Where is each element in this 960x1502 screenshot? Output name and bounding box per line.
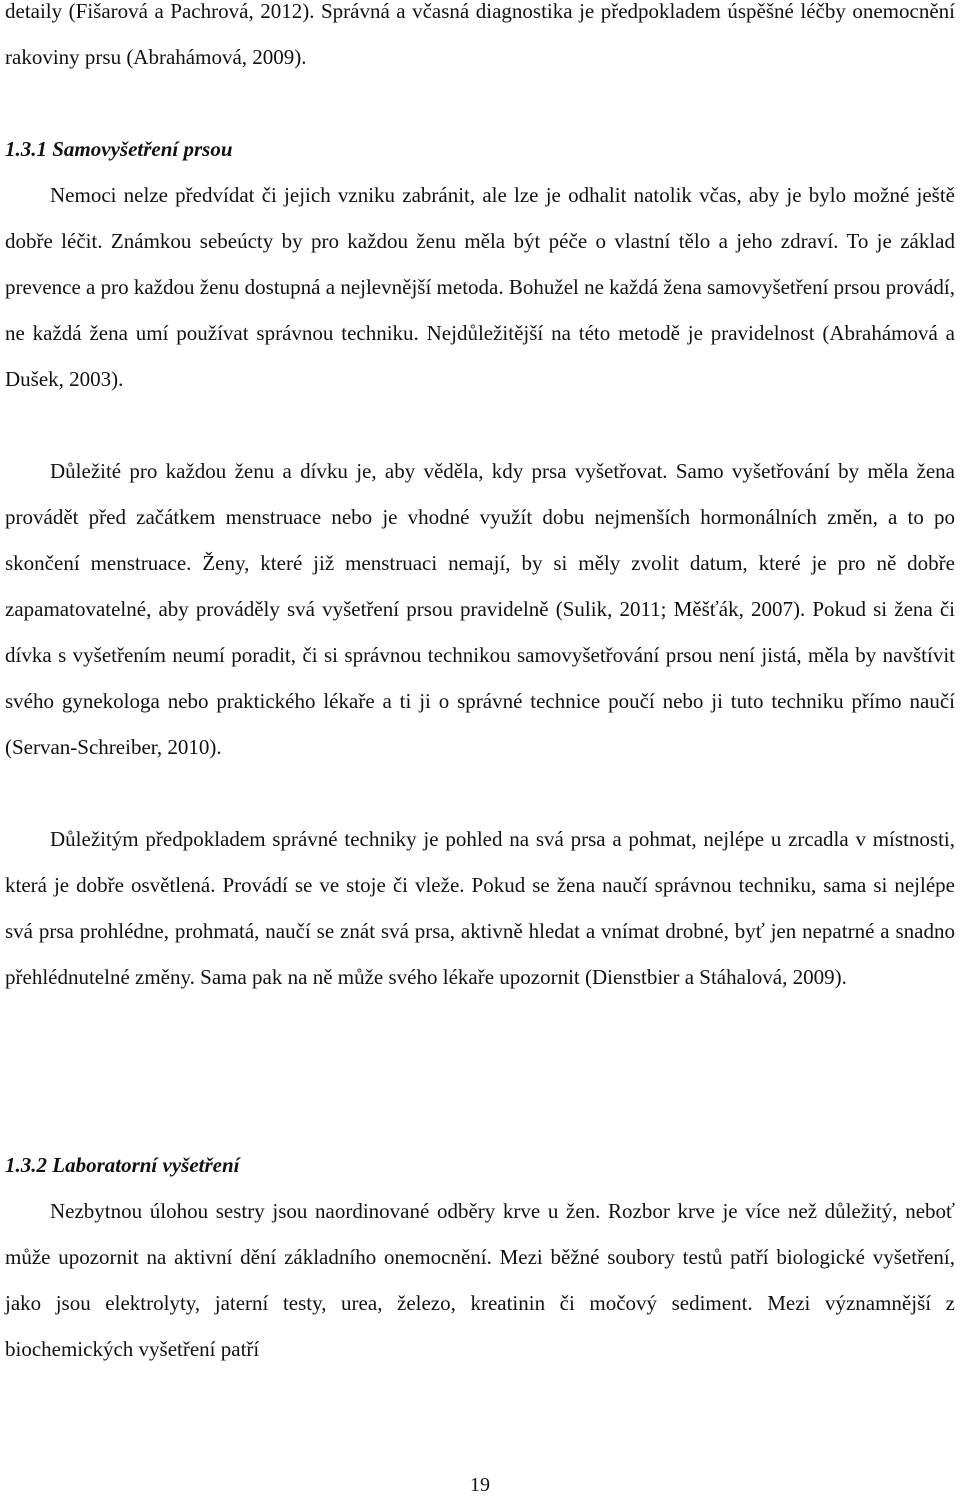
intro-paragraph: detaily (Fišarová a Pachrová, 2012). Správná a včasná diagnostika je předpokladem úspěšné léčby onemocnění rakoviny prsu (Abrahámová, 2009). — [5, 0, 955, 69]
body-paragraph: Důležitým předpokladem správné techniky je pohled na svá prsa a pohmat, nejlépe u zrcadla v místnosti, která je dobře osvětlená. Provádí se ve stoje či vleže. Pokud se žena naučí správnou techniku, sama si nejlépe svá prsa prohlédne, prohmatá, naučí se znát svá prsa, aktivně hledat a vnímat drobné, byť jen nepatrné a snadno přehlédnutelné změny. Sama pak na ně může svého lékaře upozornit (Dienstbier a Stáhalová, 2009). — [5, 827, 955, 989]
body-paragraph: Nezbytnou úlohou sestry jsou naordinované odběry krve u žen. Rozbor krve je více než důležitý, neboť může upozornit na aktivní dění základního onemocnění. Mezi běžné soubory testů patří biologické vyšetření, jako jsou elektrolyty, jaterní testy, urea, železo, kreatinin či močový sediment. Mezi významnější z biochemických vyšetření patří — [5, 1199, 955, 1361]
section-heading-self-examination: 1.3.1 Samovyšetření prsou — [5, 137, 233, 161]
page-number: 19 — [470, 1474, 490, 1496]
body-paragraph: Důležité pro každou ženu a dívku je, aby věděla, kdy prsa vyšetřovat. Samo vyšetřování by měla žena provádět před začátkem menstruace nebo je vhodné využít dobu nejmenších hormonálních změn, a to po skončení menstruace. Ženy, které již menstruaci nemají, by si měly zvolit datum, které je pro ně dobře zapamatovatelné, aby prováděly svá vyšetření prsou pravidelně (Sulik, 2011; Měšťák, 2007). Pokud si žena či dívka s vyšetřením neumí poradit, či si správnou technikou samovyšetřování prsou není jistá, měla by navštívit svého gynekologa nebo praktického lékaře a ti ji o správné technice poučí nebo ji tuto techniku přímo naučí (Servan-Schreiber, 2010). — [5, 459, 955, 759]
body-paragraph: Nemoci nelze předvídat či jejich vzniku zabránit, ale lze je odhalit natolik včas, aby je bylo možné ještě dobře léčit. Známkou sebeúcty by pro každou ženu měla být péče o vlastní tělo a jeho zdraví. To je základ prevence a pro každou ženu dostupná a nejlevnější metoda. Bohužel ne každá žena samovyšetření prsou provádí, ne každá žena umí používat správnou techniku. Nejdůležitější na této metodě je pravidelnost (Abrahámová a Dušek, 2003). — [5, 183, 955, 391]
section-heading-laboratory: 1.3.2 Laboratorní vyšetření — [5, 1153, 240, 1177]
